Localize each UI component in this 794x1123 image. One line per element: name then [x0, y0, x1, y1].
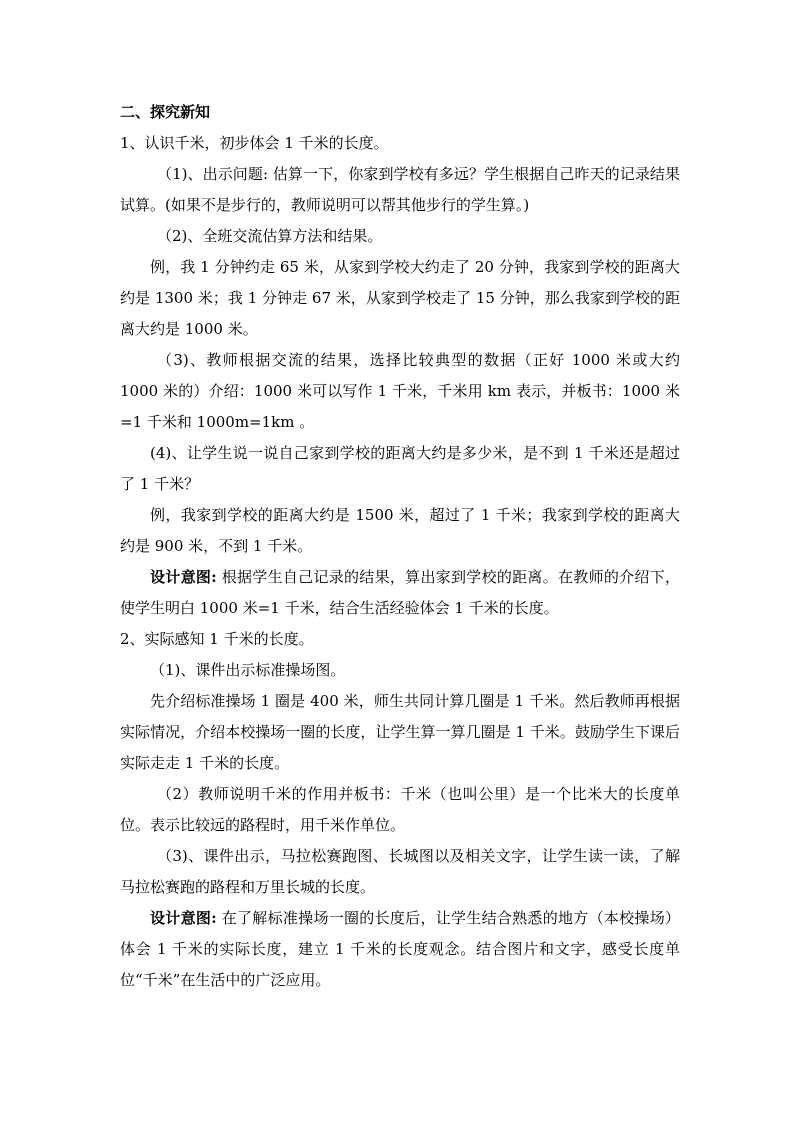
part2-heading: 2、实际感知 1 千米的长度。	[120, 630, 314, 648]
design-intent-1	[120, 562, 680, 624]
paragraph-step-4: (4)、让学生说一说自己家到学校的距离大约是多少米，是不到 1 千米还是超过了 1 千米？	[120, 444, 680, 493]
section-heading: 二、探究新知	[120, 103, 211, 121]
design-intent-label: 设计意图:	[150, 568, 217, 586]
paragraph-step-6: （2）教师说明千米的作用并板书：千米（也叫公里）是一个比米大的长度单位。表示比较远的路程时，用千米作单位。	[120, 785, 680, 834]
paragraph-step-2: （2)、全班交流估算方法和结果。	[157, 227, 383, 245]
design-intent-text: 在了解标准操场一圈的长度后，让学生结合熟悉的地方（本校操场）体会 1 千米的实际长度，建立 1 千米的长度观念。结合图片和文字，感受长度单位“千米”在生活中的广泛应用。	[120, 909, 680, 989]
part1-heading: 1、认识千米，初步体会 1 千米的长度。	[120, 134, 389, 152]
paragraph-example-2: 例，我家到学校的距离大约是 1500 米，超过了 1 千米；我家到学校的距离大约是 900 米，不到 1 千米。	[120, 506, 680, 555]
paragraph-playground: 先介绍标准操场 1 圈是 400 米，师生共同计算几圈是 1 千米。然后教师再根据实际情况，介绍本校操场一圈的长度，让学生算一算几圈是 1 千米。鼓励学生下课后实际走走 1 千米的长度。	[120, 692, 680, 772]
paragraph-step-5: （1)、课件出示标准操场图。	[150, 661, 346, 679]
design-intent-text: 根据学生自己记录的结果，算出家到学校的距离。在教师的介绍下，使学生明白 1000 米=1 千米，结合生活经验体会 1 千米的长度。	[120, 568, 680, 617]
design-intent-2	[120, 903, 680, 996]
paragraph-step-1: （1)、出示问题: 估算一下，你家到学校有多远？学生根据自己昨天的记录结果试算。(如果不是步行的，教师说明可以帮其他步行的学生算。)	[120, 165, 680, 214]
paragraph-step-3: （3)、教师根据交流的结果，选择比较典型的数据（正好 1000 米或大约 1000 米的）介绍：1000 米可以写作 1 千米，千米用 km 表示，并板书：1000 米=1 千米和 1000m=1km 。	[120, 351, 680, 431]
paragraph-step-7: （3)、课件出示，马拉松赛跑图、长城图以及相关文字，让学生读一读，了解马拉松赛跑的路程和万里长城的长度。	[120, 847, 680, 896]
paragraph-example-1: 例，我 1 分钟约走 65 米，从家到学校大约走了 20 分钟，我家到学校的距离大约是 1300 米；我 1 分钟走 67 米，从家到学校走了 15 分钟，那么我家到学校的距离大约是 1000 米。	[120, 258, 680, 338]
document-body	[120, 97, 680, 996]
design-intent-label: 设计意图:	[150, 909, 217, 927]
